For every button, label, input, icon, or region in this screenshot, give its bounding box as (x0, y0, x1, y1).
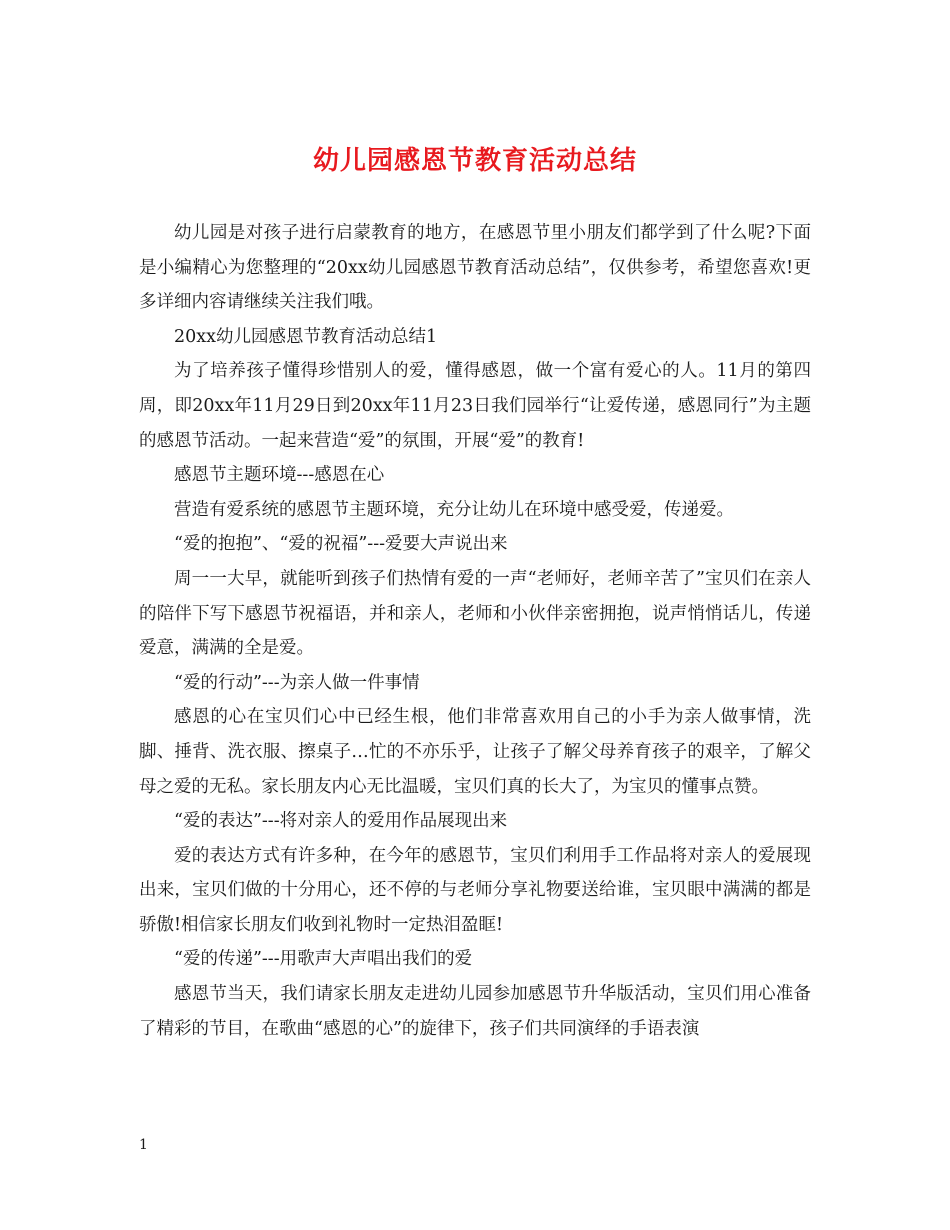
paragraph: 爱的表达方式有许多种，在今年的感恩节，宝贝们利用手工作品将对亲人的爱展现出来，宝贝们做的十分用心，还不停的与老师分享礼物要送给谁，宝贝眼中满满的都是骄傲!相信家长朋友们收到礼物时一定热泪盈眶! (139, 845, 811, 935)
paragraph: 为了培养孩子懂得珍惜别人的爱，懂得感恩，做一个富有爱心的人。11月的第四周，即20xx年11月29日到20xx年11月23日我们园举行“让爱传递，感恩同行”为主题的感恩节活动。一起来营造“爱”的氛围，开展“爱”的教育! (139, 361, 811, 451)
paragraph: 感恩节当天，我们请家长朋友走进幼儿园参加感恩节升华版活动，宝贝们用心准备了精彩的节目，在歌曲“感恩的心”的旋律下，孩子们共同演绎的手语表演 (139, 984, 811, 1039)
document-title: 幼儿园感恩节教育活动总结 (312, 146, 637, 176)
paragraph: 周一一大早，就能听到孩子们热情有爱的一声“老师好，老师辛苦了”宝贝们在亲人的陪伴下写下感恩节祝福语，并和亲人，老师和小伙伴亲密拥抱，说声悄悄话儿，传递爱意，满满的全是爱。 (139, 568, 811, 659)
paragraph: 感恩的心在宝贝们心中已经生根，他们非常喜欢用自己的小手为亲人做事情，洗脚、捶背、洗衣服、擦桌子…忙的不亦乐乎，让孩子了解父母养育孩子的艰辛，了解父母之爱的无私。家长朋友内心无比温暖，宝贝们真的长大了，为宝贝的懂事点赞。 (139, 707, 811, 797)
section-heading: 20xx幼儿园感恩节教育活动总结1 (174, 326, 438, 347)
section-heading: 感恩节主题环境---感恩在心 (174, 465, 385, 486)
document-body (139, 216, 811, 1046)
section-heading: “爱的传递”---用歌声大声唱出我们的爱 (174, 949, 473, 970)
section-heading: “爱的表达”---将对亲人的爱用作品展现出来 (174, 811, 508, 832)
section-heading: “爱的抱抱”、“爱的祝福”---爱要大声说出来 (174, 534, 508, 555)
paragraph-intro: 幼儿园是对孩子进行启蒙教育的地方，在感恩节里小朋友们都学到了什么呢?下面是小编精心为您整理的“20xx幼儿园感恩节教育活动总结”，仅供参考，希望您喜欢!更多详细内容请继续关注我们哦。 (139, 223, 811, 313)
paragraph: 营造有爱系统的感恩节主题环境，充分让幼儿在环境中感受爱，传递爱。 (174, 499, 734, 520)
page-number: 1 (139, 1137, 148, 1153)
section-heading: “爱的行动”---为亲人做一件事情 (174, 672, 420, 693)
